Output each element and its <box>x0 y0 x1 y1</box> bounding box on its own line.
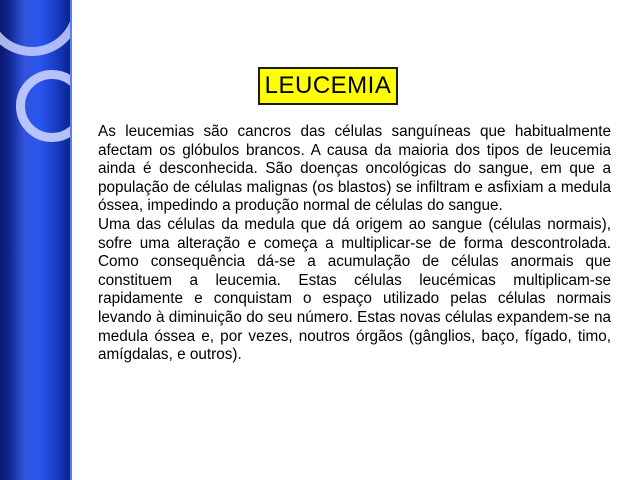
slide-body <box>98 123 611 365</box>
paragraph-2: Uma das células da medula que dá origem ao sangue (células normais), sofre uma alteração e começa a multiplicar-se de forma descontrolada. Como consequência dá-se a acumulação de células anormais que constituem a leucemia. Estas células leucémicas multiplicam-se rapidamente e conquistam o espaço utilizado pelas células normais levando à diminuição do seu número. Estas novas células expandem-se na medula óssea e, por vezes, noutros órgãos (gânglios, baço, fígado, timo, amígdalas, e outros). <box>98 215 611 364</box>
paragraph-1: As leucemias são cancros das células sanguíneas que habitualmente afectam os glóbulos brancos. A causa da maioria dos tipos de leucemia ainda é desconhecida. São doenças oncológicas do sangue, em que a população de células malignas (os blastos) se infiltram e asfixiam a medula óssea, impedindo a produção normal de células do sangue. <box>98 123 611 215</box>
sidebar-glow <box>10 0 40 480</box>
sidebar-edge-line <box>70 0 72 480</box>
slide-title: LEUCEMIA <box>258 67 398 105</box>
ring-ornament-top <box>0 0 72 56</box>
decorative-sidebar <box>0 0 72 480</box>
